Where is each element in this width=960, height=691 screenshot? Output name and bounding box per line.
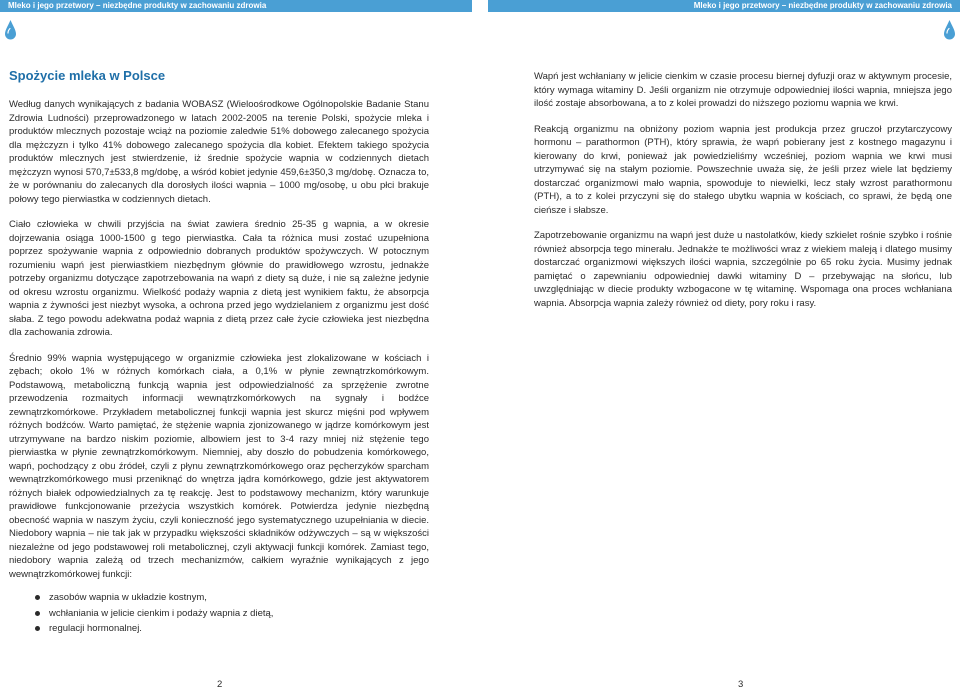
section-title: Spożycie mleka w Polsce — [9, 68, 166, 83]
page-number-right: 3 — [738, 679, 744, 690]
paragraph: Reakcją organizmu na obniżony poziom wapnia jest produkcja przez gruczoł przytarczycowy hormonu – parathormon (PTH), który sprawia, że wapń pobierany jest z kostnego magazynu i kierowany do krwi, ponieważ jak powiedzieliśmy wcześniej, poziom wapnia we krwi musi utrzymywać się na stałym poziomie. Powszechnie uważa się, że jeśli przez wiele lat będziemy dostarczać organizmowi mało wapnia, spowoduje to niewielki, lecz stały wzrost parathormonu (PTH), a to z kolei przyczyni się do stałego ubytku wapnia w kościach, co sprawi, że będą one cieńsze i słabsze. — [534, 123, 952, 216]
list-item: regulacji hormonalnej. — [9, 622, 429, 636]
paragraph: Wapń jest wchłaniany w jelicie cienkim w czasie procesu biernej dyfuzji oraz w aktywnym procesie, który wymaga witaminy D. Jeśli organizm nie otrzymuje odpowiedniej ilości wapnia, mniejsza jego ilość zostaje absorbowana, a to z kolei prowadzi do niższego poziomu wapnia we krwi. — [534, 71, 952, 109]
header-bar-left — [0, 0, 472, 12]
header-bar-right — [488, 0, 960, 12]
left-column — [9, 68, 429, 638]
running-header-right: Mleko i jego przetwory – niezbędne produkty w zachowaniu zdrowia — [693, 1, 952, 10]
running-header-left: Mleko i jego przetwory – niezbędne produkty w zachowaniu zdrowia — [8, 1, 267, 10]
paragraph: Ciało człowieka w chwili przyjścia na świat zawiera średnio 25-35 g wapnia, a w okresie dojrzewania osiąga 1000-1500 g tego pierwiastka. Cała ta różnica musi zostać uzupełniona poprzez spożywanie wapnia z odpowiednio dobranych produktów spożywczych. W potocznym rozumieniu wapń jest pierwiastkiem niezbędnym głównie do prawidłowego wzrostu, jednakże potrzeby organizmu dotyczące zapotrzebowania na wapń z diety są duże, i nie są zależne jedynie od okresu wzrostu organizmu. Wielkość podaży wapnia z dietą jest wynikiem faktu, że absorpcja wapnia z żywności jest niezbyt wysoka, a ochrona przed jego wydzielaniem z organizmu jest dość słaba. Z tego powodu adekwatna podaż wapnia z dietą przez całe życie człowieka jest niezbędna dla zachowania zdrowia. — [9, 219, 429, 338]
right-column — [534, 70, 952, 322]
paragraph: Według danych wynikających z badania WOBASZ (Wieloośrodkowe Ogólnopolskie Badanie Stanu Zdrowia Ludności) przeprowadzonego w latach 2002-2005 na terenie Polski, spożycie mleka i produktów mlecznych pozostaje wciąż na poziomie zaledwie 51% dobowego zalecanego spożycia dla mężczyzn i tylko 41% dobowego zalecanego spożycia dla kobiet. Efektem takiego spożycia produktów mlecznych jest stwierdzenie, iż średnie spożycie wapnia w codziennych dietach mężczyzn wynosi 570,7±533,8 mg/dobę, a wśród kobiet jedynie 459,6±350,3 mg/dobę. Oznacza to, że w porównaniu do zalecanych dla dorosłych ilości wapnia – 1000 mg/osobę, u obu płci brakuje połowy tego pierwiastka w codziennych dietach. — [9, 99, 429, 205]
page-number-left: 2 — [217, 679, 223, 690]
water-drop-icon — [4, 19, 17, 41]
paragraph: Zapotrzebowanie organizmu na wapń jest duże u nastolatków, kiedy szkielet rośnie szybko i rośnie również absorpcja tego minerału. Jednakże te możliwości wraz z wiekiem maleją i dlatego musimy dostarczać organizmowi większych ilości wapnia, szczególnie po 65 roku życia. Musimy jednak pamiętać o zapewnianiu odpowiedniej dawki witaminy D – przebywając na słońcu, lub uwzględniając w diecie produkty wzbogacone w tę witaminę. Wspomaga ona proces wchłaniana wapnia. Absorpcja wapnia zależy również od diety, pory roku i rasy. — [534, 230, 952, 309]
list-item: wchłaniania w jelicie cienkim i podaży wapnia z dietą, — [9, 607, 429, 621]
water-drop-icon — [943, 19, 956, 41]
list-item: zasobów wapnia w układzie kostnym, — [9, 591, 429, 605]
paragraph: Średnio 99% wapnia występującego w organizmie człowieka jest zlokalizowane w kościach i zębach; około 1% w różnych komórkach ciała, a 0,1% w płynie zewnątrzkomórkowym. Podstawową, metaboliczną funkcją wapnia jest odpowiedzialność za sprzężenie zwrotne przewodzenia rozmaitych informacji wewnątrzkomórkowych na sygnały i bodźce zewnątrzkomórkowe. Przykładem metabolicznej funkcji wapnia jest skurcz mięśni pod wpływem różnych bodźców. Warto pamiętać, że stężenie wapnia zjonizowanego w jądrze komórkowym jest utrzymywane na bardzo niskim poziomie, albowiem jest to 3-4 razy mniej niż stężenie tego pierwiastka w płynie zewnątrzkomórkowym. Niemniej, aby doszło do pobudzenia komórkowego, wapń, pochodzący z obu źródeł, czyli z płynu zewnątrzkomórkowego oraz pęcherzyków sparcham wewnątrzkomórkowego musi przeniknąć do wnętrza jądra komórkowego, gdzie jest aktywatorem różnych białek odpowiedzialnych za tę reakcję. Jest to podstawowy mechanizm, który warunkuje prawidłowe funkcjonowanie przeżycia wszystkich komórek. Potwierdza jedynie niezbędną obecność wapnia w naszym życiu, czyli konieczność jego systematycznego uzupełniania w diecie. Niedobory wapnia – nie tak jak w przypadku większości składników odżywczych – są w większości niezależne od jego podstawowej roli metabolicznej, czyli aktywacji funkcji komórek. Zamiast tego, niedobory wapnia zależą od trzech mechanizmów, całkiem wyraźnie wynikających z jego wewnątrzkomórkowej funkcji: — [9, 352, 429, 580]
bullet-list — [9, 591, 429, 636]
